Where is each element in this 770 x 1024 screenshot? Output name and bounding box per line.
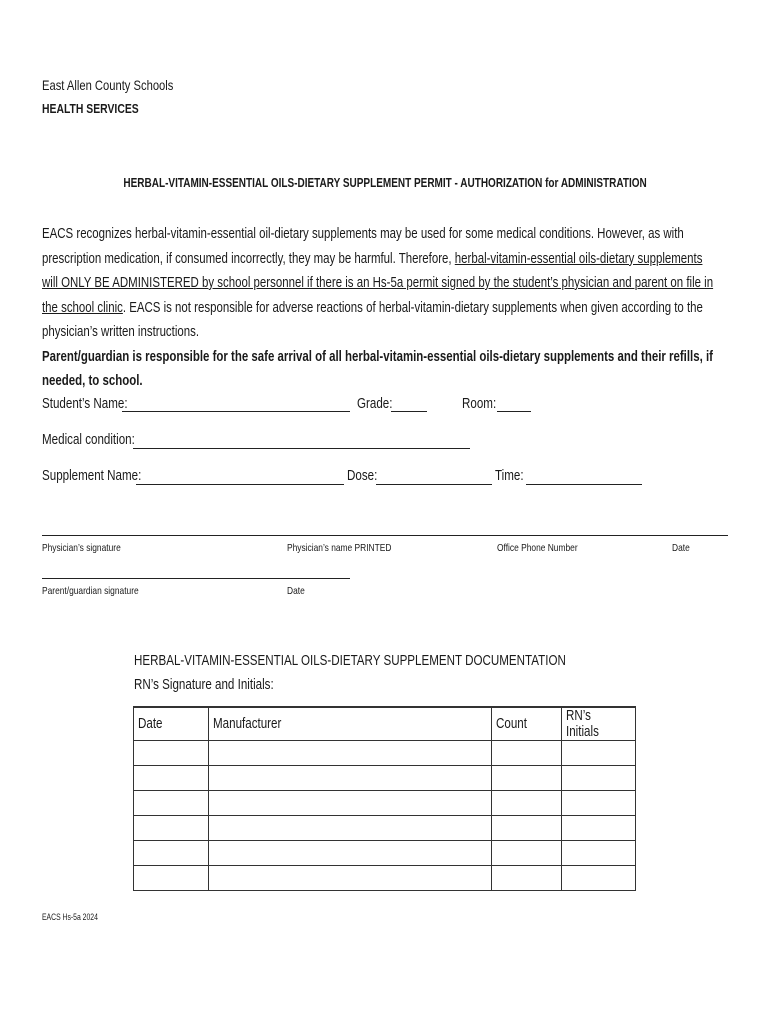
- parent-responsibility-text: Parent/guardian is responsible for the safe arrival of all herbal-vitamin-essential oils-dietary supplements and their refills, if needed, to school: [42, 348, 713, 389]
- student-name-label: Student’s Name:: [42, 396, 128, 412]
- table-cell[interactable]: [208, 741, 491, 766]
- policy-paragraph: [42, 222, 721, 394]
- physician-signature-label: Physician’s signature: [42, 542, 121, 554]
- column-header: [208, 707, 491, 741]
- table-cell[interactable]: [562, 766, 636, 791]
- policy-underlined-text: herbal-vitamin-essential oils-dietary supplements will ONLY BE ADMINISTERED by school personnel if there is an Hs-5a permit signed by the student’s physician and parent on file in the school clinic: [42, 250, 714, 316]
- table-cell[interactable]: [208, 816, 491, 841]
- time-label: Time:: [495, 468, 524, 484]
- physician-date-label: Date: [672, 542, 690, 554]
- supplement-name-label: Supplement Name:: [42, 468, 142, 484]
- table-cell[interactable]: [492, 816, 562, 841]
- rn-signature-label: RN’s Signature and Initials:: [134, 677, 274, 693]
- policy-text-2: . EACS is not responsible for adverse reactions of herbal-vitamin-dietary supplements when given according to the physician’s written instructions.: [42, 299, 703, 340]
- table-cell[interactable]: [492, 841, 562, 866]
- form-code: EACS Hs-5a 2024: [42, 912, 98, 923]
- table-cell[interactable]: [208, 766, 491, 791]
- documentation-table: [133, 706, 636, 891]
- table-cell[interactable]: [134, 791, 209, 816]
- grade-field[interactable]: [391, 411, 427, 412]
- department-name: HEALTH SERVICES: [42, 101, 139, 116]
- dose-label: Dose:: [347, 468, 378, 484]
- column-date-label: Date: [138, 716, 163, 732]
- table-cell[interactable]: [562, 841, 636, 866]
- table-cell[interactable]: [134, 841, 209, 866]
- form-title-text: HERBAL-VITAMIN-ESSENTIAL OILS-DIETARY SUPPLEMENT PERMIT - AUTHORIZATION for ADMINISTRATION: [123, 176, 647, 190]
- table-row: [134, 766, 636, 791]
- table-body: [134, 741, 636, 891]
- table-row: [134, 816, 636, 841]
- table-cell[interactable]: [134, 741, 209, 766]
- table-row: [134, 841, 636, 866]
- school-name: East Allen County Schools: [42, 77, 174, 93]
- table-row: [134, 866, 636, 891]
- table-row: [134, 791, 636, 816]
- physician-name-printed-label: Physician’s name PRINTED: [287, 542, 392, 554]
- column-count-label: Count: [496, 716, 528, 732]
- form-title: [0, 176, 770, 190]
- parent-date-label: Date: [287, 585, 305, 597]
- table-cell[interactable]: [562, 816, 636, 841]
- grade-label: Grade:: [357, 396, 393, 412]
- column-header: [134, 707, 209, 741]
- physician-signature-line[interactable]: [42, 535, 728, 536]
- column-rn-initials-label: RN’s Initials: [566, 708, 599, 740]
- table-cell[interactable]: [208, 866, 491, 891]
- table-cell[interactable]: [208, 791, 491, 816]
- table-cell[interactable]: [492, 741, 562, 766]
- time-field[interactable]: [526, 484, 642, 485]
- parent-signature-label: Parent/guardian signature: [42, 585, 139, 597]
- policy-text-1: EACS recognizes herbal-vitamin-essential oil-dietary supplements may be used for some medical conditions. However, as with prescription medication, if consumed incorrectly, they may be harmful. Therefore,: [42, 226, 684, 267]
- room-field[interactable]: [497, 411, 531, 412]
- office-phone-label: Office Phone Number: [497, 542, 578, 554]
- table-cell[interactable]: [492, 791, 562, 816]
- table-cell[interactable]: [562, 866, 636, 891]
- parent-responsibility-end: .: [139, 373, 143, 389]
- table-cell[interactable]: [134, 866, 209, 891]
- dose-field[interactable]: [376, 484, 492, 485]
- table-cell[interactable]: [134, 766, 209, 791]
- parent-signature-line[interactable]: [42, 578, 350, 579]
- table-row: [134, 741, 636, 766]
- medical-condition-field[interactable]: [133, 448, 470, 449]
- table-cell[interactable]: [562, 791, 636, 816]
- table-header-row: [134, 707, 636, 741]
- supplement-name-field[interactable]: [136, 484, 344, 485]
- column-header: [562, 707, 636, 741]
- column-header: [492, 707, 562, 741]
- table-cell[interactable]: [134, 816, 209, 841]
- table-cell[interactable]: [492, 766, 562, 791]
- room-label: Room:: [462, 396, 497, 412]
- medical-condition-label: Medical condition:: [42, 432, 135, 448]
- table-cell[interactable]: [208, 841, 491, 866]
- student-name-field[interactable]: [122, 411, 350, 412]
- table-cell[interactable]: [562, 741, 636, 766]
- documentation-title: HERBAL-VITAMIN-ESSENTIAL OILS-DIETARY SUPPLEMENT DOCUMENTATION: [134, 653, 566, 669]
- table-cell[interactable]: [492, 866, 562, 891]
- column-manufacturer-label: Manufacturer: [212, 716, 282, 732]
